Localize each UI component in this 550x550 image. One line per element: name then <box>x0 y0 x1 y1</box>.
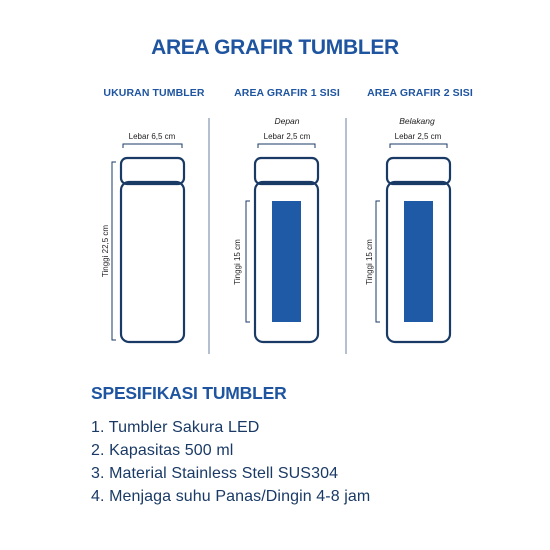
front-side-label: Depan <box>274 116 300 126</box>
spec-item: 4. Menjaga suhu Panas/Dingin 4-8 jam <box>91 488 371 505</box>
back-side-label: Belakang <box>399 116 435 126</box>
height-dimension-line <box>246 201 250 322</box>
tumbler-lid <box>121 158 184 184</box>
spec-list <box>91 416 370 508</box>
width-label: Lebar 6,5 cm <box>128 132 176 141</box>
height-label: Tinggi 15 cm <box>233 239 242 285</box>
height-label: Tinggi 15 cm <box>365 239 374 285</box>
spec-item: 3. Material Stainless Stell SUS304 <box>91 465 339 482</box>
column-heading-two-sides: AREA GRAFIR 2 SISI <box>367 87 473 99</box>
page-title: AREA GRAFIR TUMBLER <box>151 36 399 59</box>
spec-title: SPESIFIKASI TUMBLER <box>91 383 287 403</box>
tumbler-body <box>121 182 184 342</box>
spec-item: 1. Tumbler Sakura LED <box>91 419 260 436</box>
width-dimension-line <box>123 144 182 148</box>
tumbler-lid <box>387 158 450 184</box>
column-heading-one-side: AREA GRAFIR 1 SISI <box>234 87 340 99</box>
engrave-area-front <box>272 201 301 322</box>
height-dimension-line <box>112 162 116 340</box>
width-label: Lebar 2,5 cm <box>394 132 442 141</box>
column-heading-size: UKURAN TUMBLER <box>103 87 205 99</box>
width-dimension-line <box>390 144 447 148</box>
tumbler-outline-size <box>121 158 184 342</box>
tumbler-outline-two-sides <box>387 158 450 342</box>
width-label: Lebar 2,5 cm <box>263 132 311 141</box>
height-label: Tinggi 22,5 cm <box>101 224 110 278</box>
width-dimension-line <box>258 144 315 148</box>
tumbler-outline-one-side <box>255 158 318 342</box>
height-dimension-line <box>376 201 380 322</box>
spec-item: 2. Kapasitas 500 ml <box>91 442 234 459</box>
engrave-area-back <box>404 201 433 322</box>
tumbler-lid <box>255 158 318 184</box>
